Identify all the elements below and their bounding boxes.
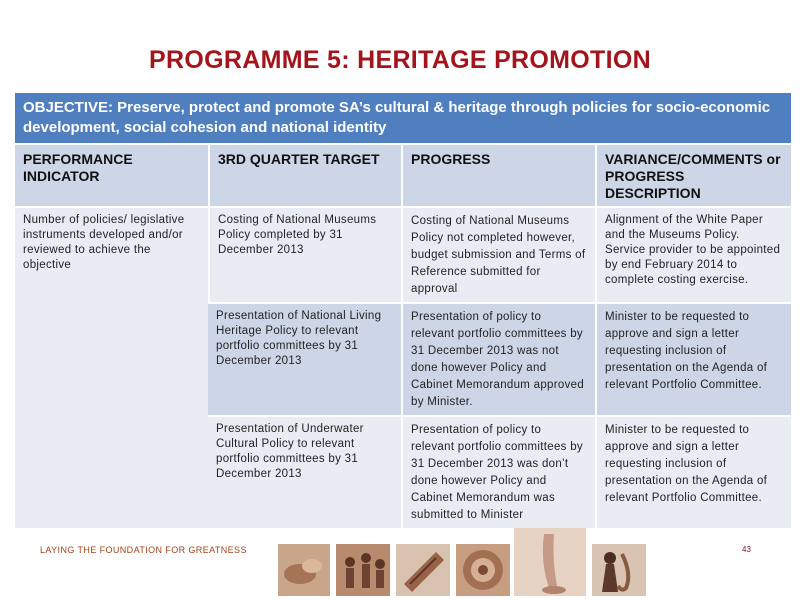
header-performance-indicator: PERFORMANCE INDICATOR [15, 143, 208, 206]
header-progress: PROGRESS [401, 143, 595, 206]
saxophone-photo [592, 544, 646, 596]
header-variance: VARIANCE/COMMENTS or PROGRESS DESCRIPTION [595, 143, 791, 206]
variance-cell: Alignment of the White Paper and the Museums Policy. Service provider to be appointed by end February 2014 to complete costing exercise. [595, 206, 791, 302]
dancers-photo [336, 544, 390, 596]
basket-photo [456, 544, 510, 596]
progress-cell: Costing of National Museums Policy not completed however, budget submission and Terms of Reference submitted for approval [401, 206, 595, 302]
footer-tagline: LAYING THE FOUNDATION FOR GREATNESS [40, 545, 247, 555]
indicator-cell: Number of policies/ legislative instruments developed and/or reviewed to achieve the objective [15, 206, 208, 528]
target-cell: Costing of National Museums Policy completed by 31 December 2013 [208, 206, 401, 302]
variance-cell: Minister to be requested to approve and sign a letter requesting inclusion of presentation on the Agenda of relevant Portfolio Committee. [595, 415, 791, 528]
sculpture-photo [396, 544, 450, 596]
hands-photo [278, 544, 330, 596]
table-row [15, 206, 791, 302]
target-cell: Presentation of National Living Heritage Policy to relevant portfolio committees by 31 December 2013 [208, 302, 401, 415]
progress-cell: Presentation of policy to relevant portfolio committees by 31 December 2013 was don’t done however Policy and Cabinet Memorandum was submitted to Minister [401, 415, 595, 528]
performance-table [15, 93, 791, 528]
ballet-photo [514, 528, 586, 596]
page-number: 43 [742, 545, 751, 554]
page-title: PROGRAMME 5: HERITAGE PROMOTION [149, 46, 651, 74]
objective-banner: OBJECTIVE: Preserve, protect and promote SA’s cultural & heritage through policies for socio-economic development, social cohesion and national identity [15, 93, 791, 143]
progress-cell: Presentation of policy to relevant portfolio committees by 31 December 2013 was not done however Policy and Cabinet Memorandum approved by Minister. [401, 302, 595, 415]
header-quarter-target: 3RD QUARTER TARGET [208, 143, 401, 206]
variance-cell: Minister to be requested to approve and sign a letter requesting inclusion of presentation on the Agenda of relevant Portfolio Committee. [595, 302, 791, 415]
target-cell: Presentation of Underwater Cultural Policy to relevant portfolio committees by 31 December 2013 [208, 415, 401, 528]
